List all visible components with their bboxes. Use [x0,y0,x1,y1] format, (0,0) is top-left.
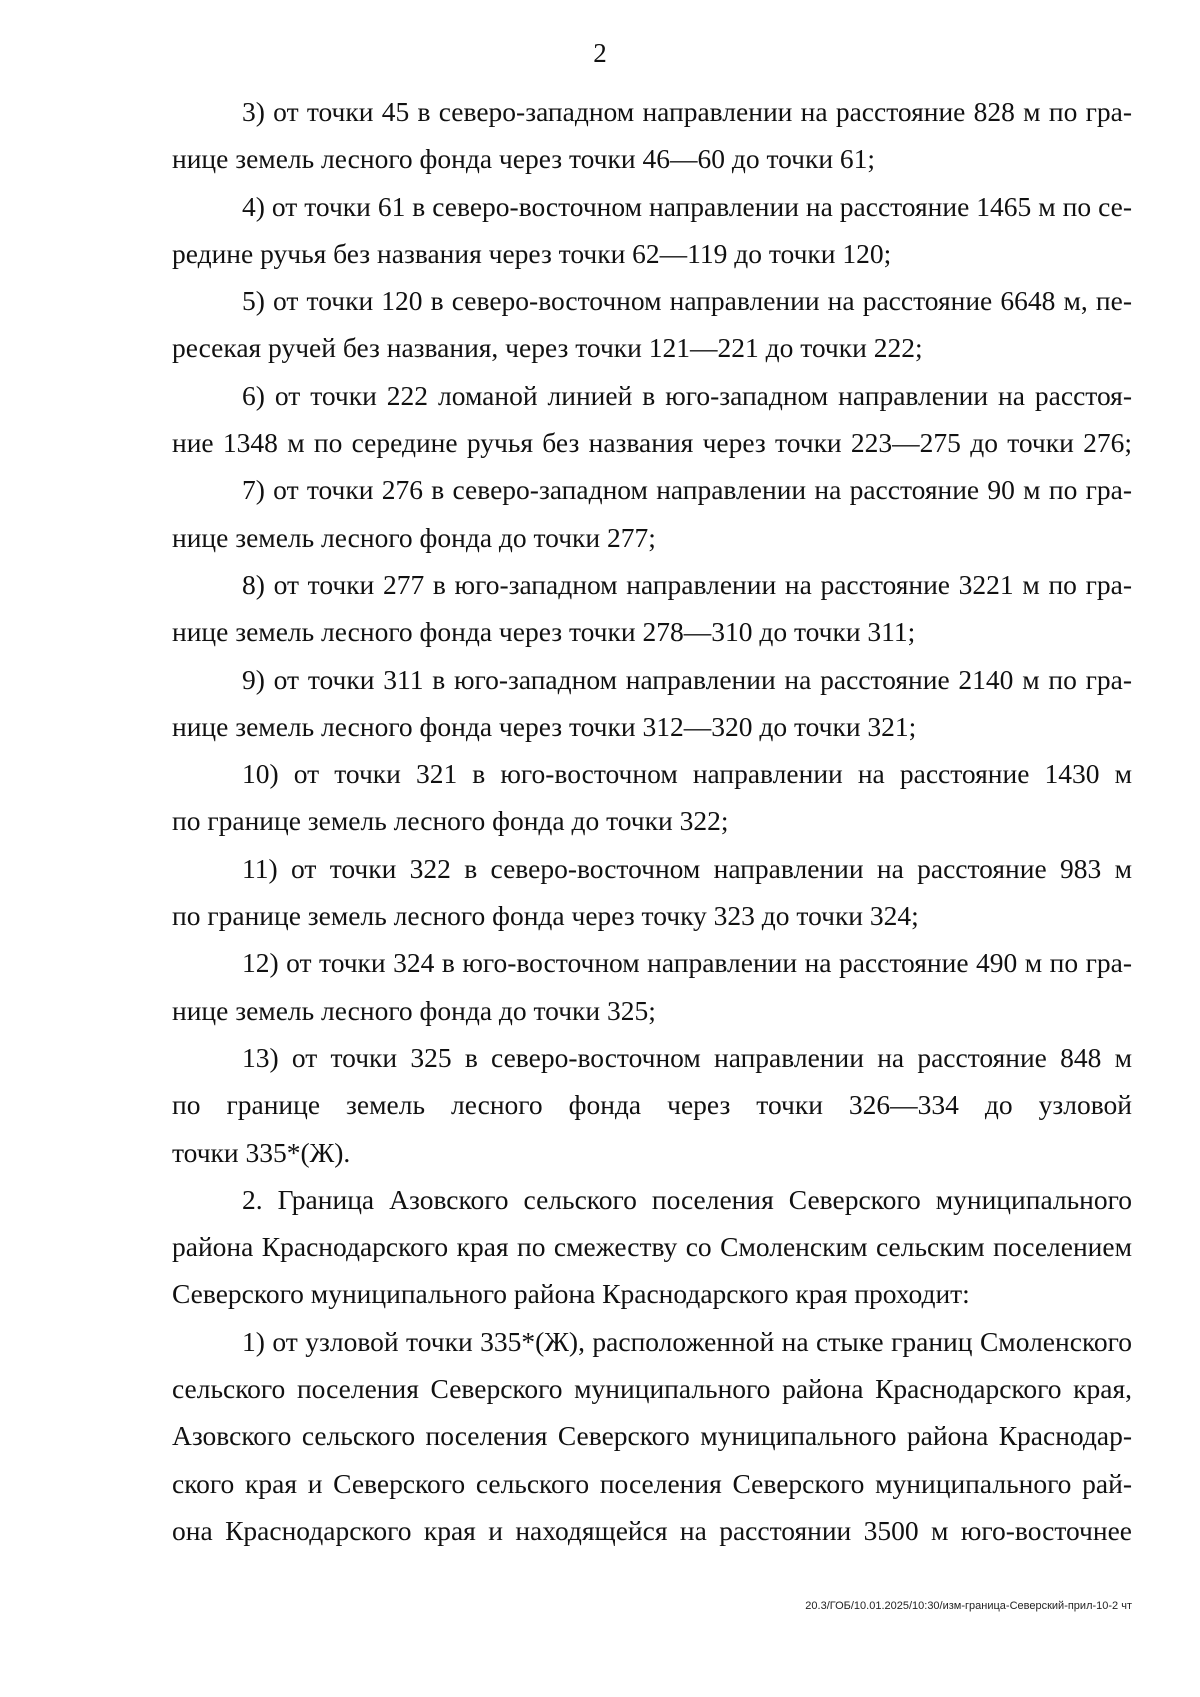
text-line: по границе земель лесного фонда до точки 322; [172,805,729,837]
page-number: 2 [593,38,607,68]
text-line: нице земель лесного фонда через точки 278—310 до точки 311; [172,616,916,648]
document-body [172,88,1132,1554]
text-line: 10) от точки 321 в юго-восточном направлении на расстояние 1430 м [242,758,1132,790]
text-line: точки 335*(Ж). [172,1136,351,1168]
text-line: 3) от точки 45 в северо-западном направлении на расстояние 828 м по гра- [242,96,1132,127]
text-line: 1) от узловой точки 335*(Ж), расположенной на стыке границ Смоленского [242,1325,1132,1357]
text-line: Азовского сельского поселения Северского муниципального района Краснодар- [172,1420,1132,1452]
text-line: 8) от точки 277 в юго-западном направлении на расстояние 3221 м по гра- [242,568,1132,600]
text-line: по границе земель лесного фонда через точки 326—334 до узловой [172,1089,1132,1121]
text-line: сельского поселения Северского муниципального района Краснодарского края, [172,1373,1132,1405]
text-line: ние 1348 м по середине ручья без названия через точки 223—275 до точки 276; [172,427,1132,459]
text-line: 11) от точки 322 в северо-восточном направлении на расстояние 983 м [242,852,1132,884]
text-line: 5) от точки 120 в северо-восточном направлении на расстояние 6648 м, пе- [242,285,1132,317]
text-line: 13) от точки 325 в северо-восточном направлении на расстояние 848 м [242,1041,1132,1073]
text-line: нице земель лесного фонда до точки 325; [172,994,656,1026]
text-line: 4) от точки 61 в северо-восточном направлении на расстояние 1465 м по се- [242,190,1132,222]
footer-file-reference: 20.3/ГОБ/10.01.2025/10:30/изм-граница-Северский-прил-10-2 чт [805,1600,1132,1612]
text-line: нице земель лесного фонда через точки 312—320 до точки 321; [172,710,917,742]
text-line: 9) от точки 311 в юго-западном направлении на расстояние 2140 м по гра- [242,663,1132,695]
text-line: 7) от точки 276 в северо-западном направлении на расстояние 90 м по гра- [242,474,1132,506]
text-line: редине ручья без названия через точки 62—119 до точки 120; [172,237,892,269]
text-line: она Краснодарского края и находящейся на расстоянии 3500 м юго-восточнее [172,1514,1132,1546]
text-line: ского края и Северского сельского поселения Северского муниципального рай- [172,1467,1132,1499]
text-line: по границе земель лесного фонда через точку 323 до точки 324; [172,900,919,932]
text-line: нице земель лесного фонда до точки 277; [172,521,656,553]
text-line: 2. Граница Азовского сельского поселения Северского муниципального [242,1183,1132,1215]
text-line: Северского муниципального района Краснодарского края проходит: [172,1278,970,1310]
text-line: района Краснодарского края по смежеству со Смоленским сельским поселением [172,1231,1132,1263]
text-line: 12) от точки 324 в юго-восточном направлении на расстояние 490 м по гра- [242,947,1132,979]
text-line: нице земель лесного фонда через точки 46—60 до точки 61; [172,143,876,175]
text-line: 6) от точки 222 ломаной линией в юго-западном направлении на расстоя- [242,379,1132,411]
text-line: ресекая ручей без названия, через точки 121—221 до точки 222; [172,332,923,364]
